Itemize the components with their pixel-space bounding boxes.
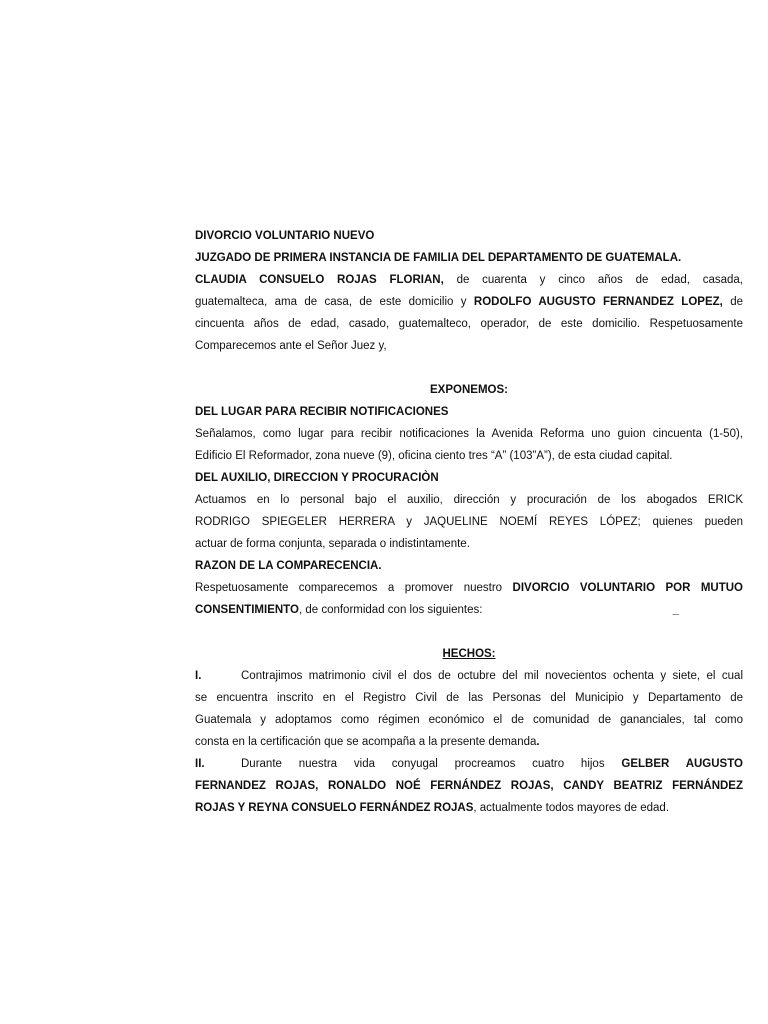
document-body <box>195 225 743 819</box>
hecho-1-line-3: Guatemala y adoptamos como régimen económico el de comunidad de gananciales, tal como <box>195 714 743 726</box>
party-1-details: de cuarenta y cinco años de edad, casada, <box>443 274 743 286</box>
hecho-2-children-names: ROJAS Y REYNA CONSUELO FERNÁNDEZ ROJAS <box>195 802 474 814</box>
hecho-2-line-2: FERNANDEZ ROJAS, RONALDO NOÉ FERNÁNDEZ ROJAS, CANDY BEATRIZ FERNÁNDEZ <box>195 780 743 792</box>
razon-text: Respetuosamente comparecemos a promover nuestro <box>195 582 513 594</box>
hecho-2-child-name: GELBER AUGUSTO <box>621 758 743 770</box>
hecho-1-text: Contrajimos matrimonio civil el dos de octubre del mil novecientos ochenta y siete, el cual <box>241 670 743 682</box>
hecho-1-line-4 <box>195 731 743 753</box>
intro-line-3: cincuenta años de edad, casado, guatemalteco, operador, de este domicilio. Respetuosamente <box>195 318 743 330</box>
hecho-2-text: Durante nuestra vida conyugal procreamos cuatro hijos <box>241 758 622 770</box>
razon-dash: _ <box>672 604 679 616</box>
notifications-line-1: Señalamos, como lugar para recibir notificaciones la Avenida Reforma uno guion cincuenta (1-50), <box>195 428 743 440</box>
auxilio-heading: DEL AUXILIO, DIRECCION Y PROCURACIÒN <box>195 472 439 484</box>
razon-line-2 <box>195 599 743 621</box>
razon-bold-text: DIVORCIO VOLUNTARIO POR MUTUO <box>512 582 743 594</box>
auxilio-line-2: RODRIGO SPIEGELER HERRERA y JAQUELINE NOEMÍ REYES LÓPEZ; quienes pueden <box>195 516 743 528</box>
party-1-name: CLAUDIA CONSUELO ROJAS FLORIAN, <box>195 274 444 286</box>
hecho-2-line-3 <box>195 797 743 819</box>
party-2-name: RODOLFO AUGUSTO FERNANDEZ LOPEZ, <box>473 296 723 308</box>
hecho-1-line-1 <box>195 665 743 687</box>
party-1-details-cont: guatemalteca, ama de casa, de este domicilio y <box>195 296 474 308</box>
auxilio-line-1: Actuamos en lo personal bajo el auxilio, dirección y procuración de los abogados ERICK <box>195 494 743 506</box>
court-heading: JUZGADO DE PRIMERA INSTANCIA DE FAMILIA DEL DEPARTAMENTO DE GUATEMALA. <box>195 252 682 264</box>
intro-line-1 <box>195 269 743 291</box>
party-2-details: de <box>722 296 744 308</box>
intro-line-4: Comparecemos ante el Señor Juez y, <box>195 340 387 352</box>
hecho-1-period: . <box>536 736 540 748</box>
hecho-1-number: I. <box>195 670 202 682</box>
hecho-1-line-2: se encuentra inscrito en el Registro Civil de las Personas del Municipio y Departamento de <box>195 692 743 704</box>
notifications-line-2: Edificio El Reformador, zona nueve (9), oficina ciento tres “A” (103”A”), de esta ciudad capital. <box>195 450 673 462</box>
hecho-2-text-end: , actualmente todos mayores de edad. <box>473 802 670 814</box>
auxilio-line-3: actuar de forma conjunta, separada o indistintamente. <box>195 538 470 550</box>
razon-consentimiento: CONSENTIMIENTO <box>195 604 299 616</box>
document-title: DIVORCIO VOLUNTARIO NUEVO <box>195 230 375 242</box>
razon-line-1 <box>195 577 743 599</box>
razon-heading: RAZON DE LA COMPARECENCIA. <box>195 560 382 572</box>
hecho-2-number: II. <box>195 758 205 770</box>
razon-line-2-text: , de conformidad con los siguientes: <box>298 604 483 616</box>
hecho-1-text-end: consta en la certificación que se acompaña a la presente demanda <box>195 736 537 748</box>
hechos-heading: HECHOS: <box>442 648 496 660</box>
hecho-2-line-1 <box>195 753 743 775</box>
exponemos-heading: EXPONEMOS: <box>430 384 508 396</box>
intro-line-2 <box>195 291 743 313</box>
notifications-heading: DEL LUGAR PARA RECIBIR NOTIFICACIONES <box>195 406 449 418</box>
